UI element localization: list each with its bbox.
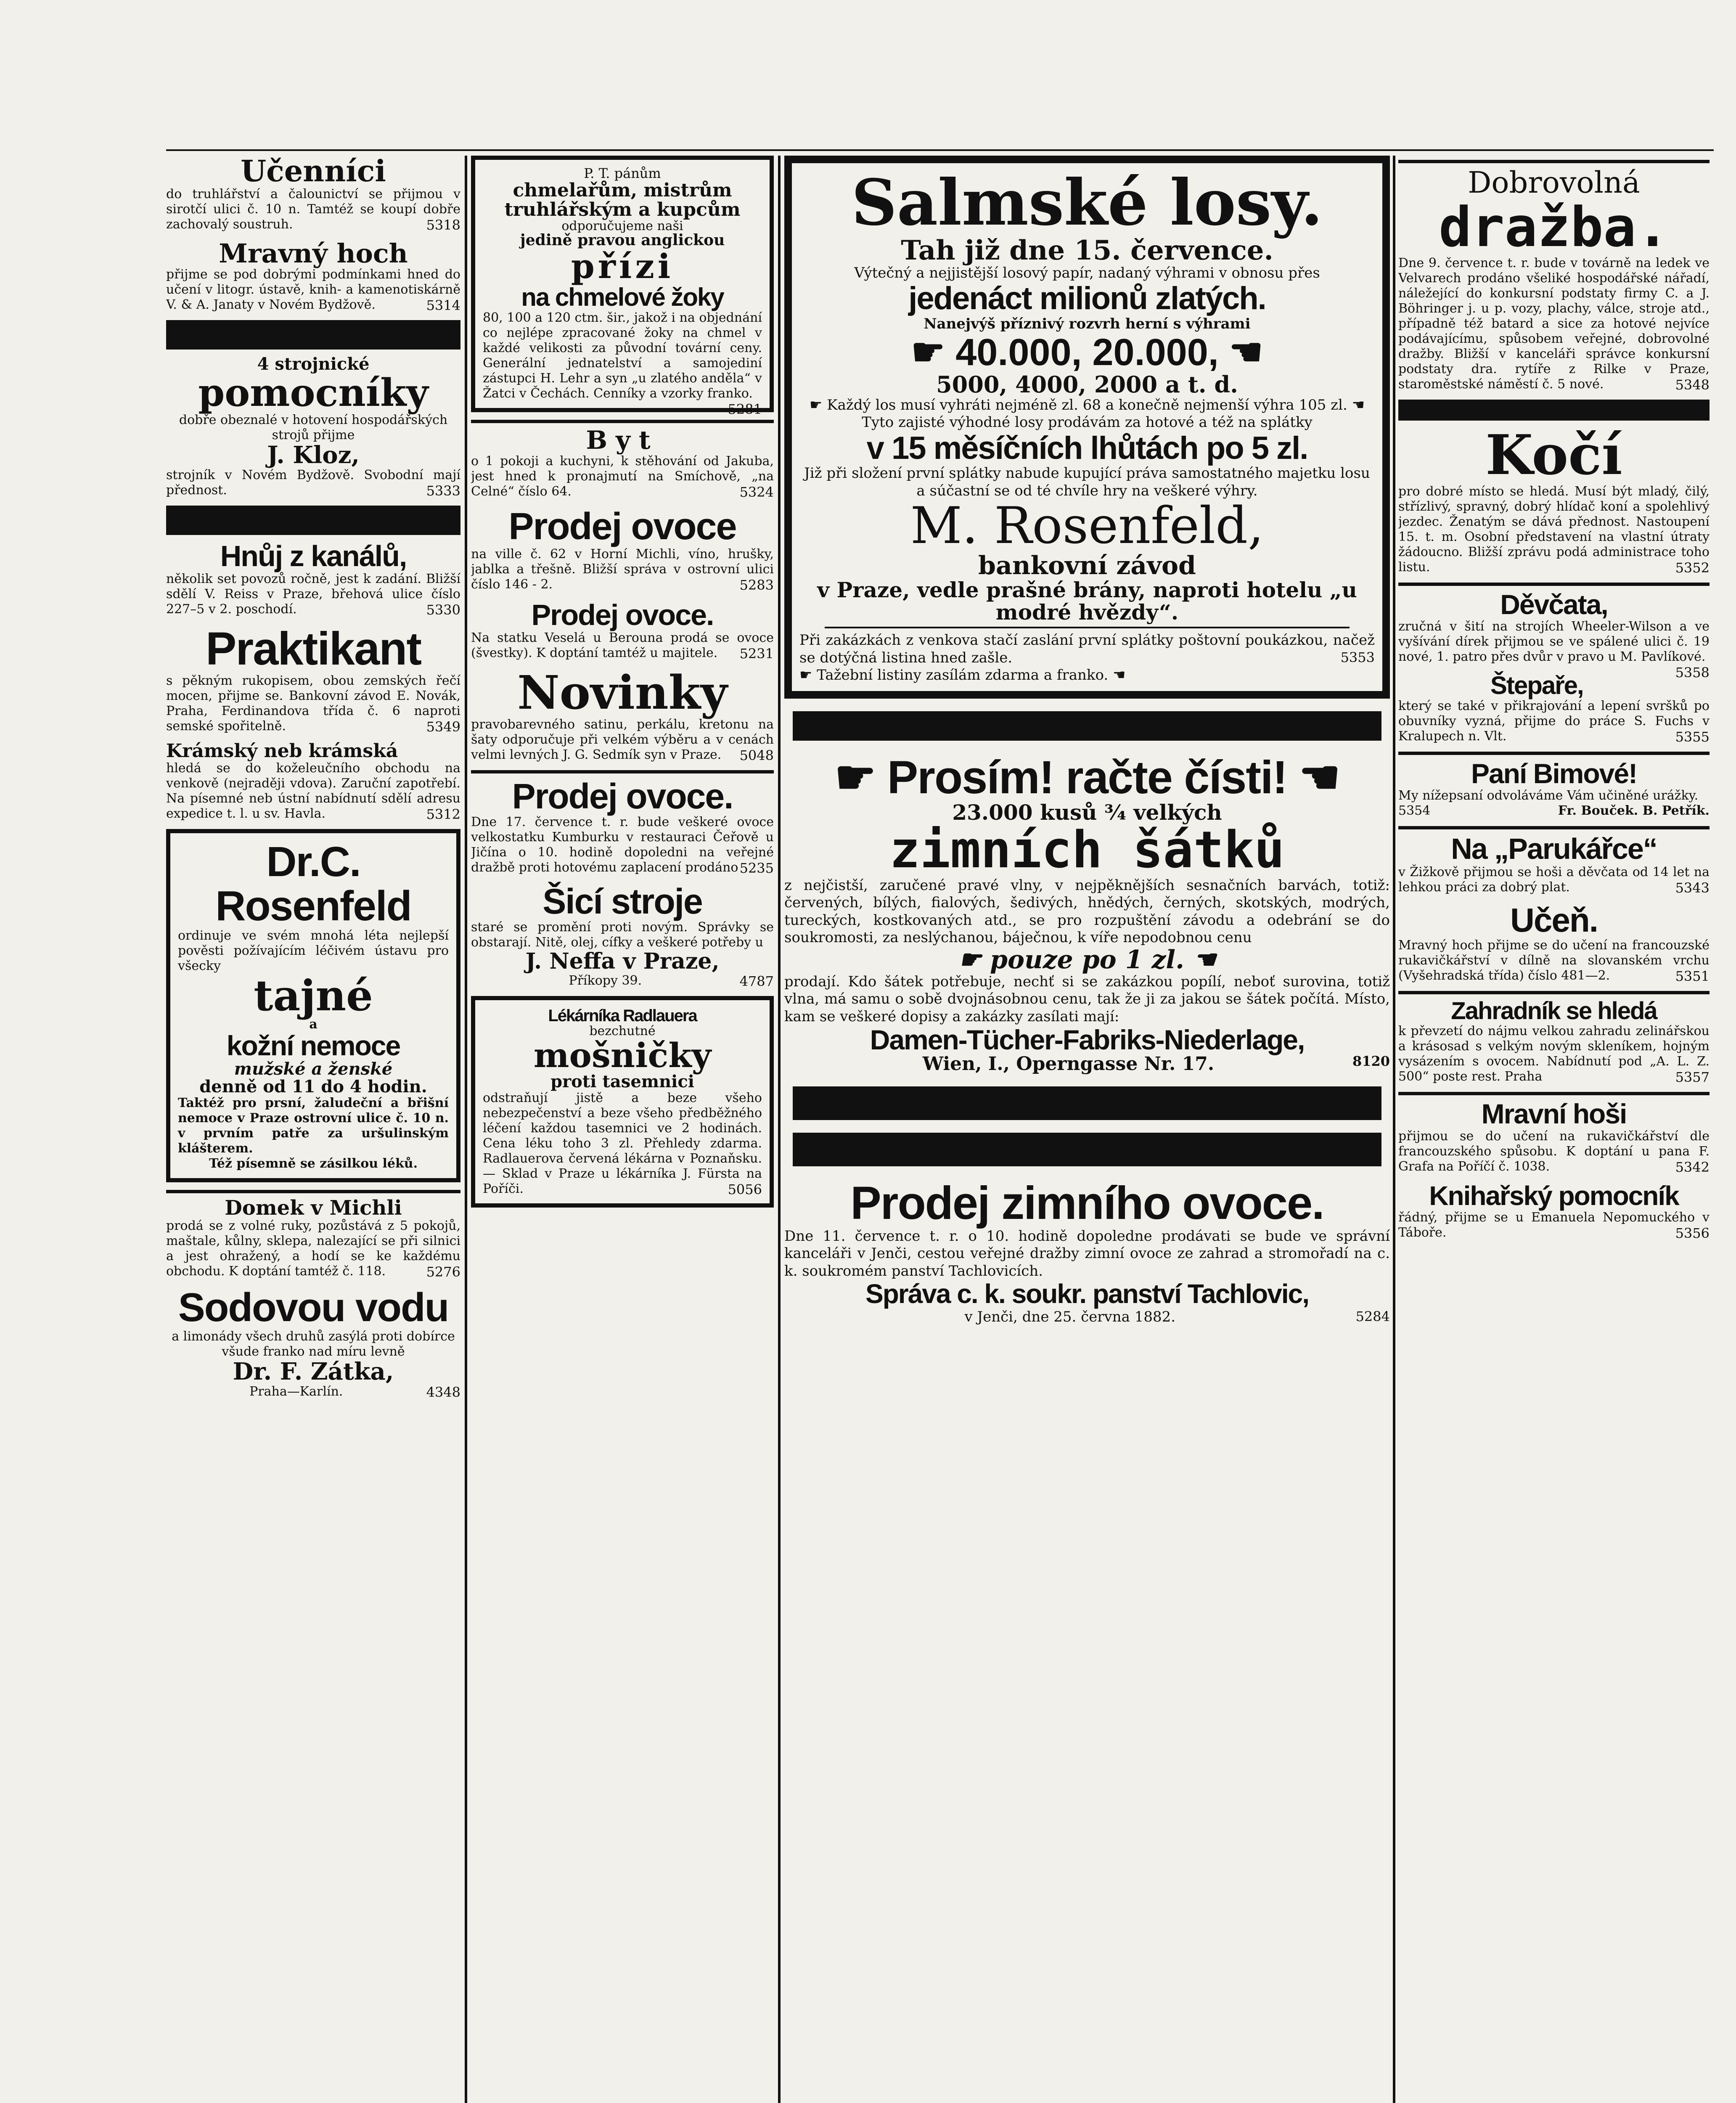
thin-divider [1398,752,1710,755]
ad-title: mošničky [533,1036,712,1075]
ad-prodej-ovoce-kumburk [471,770,774,875]
black-divider [1398,400,1710,421]
ad-line: truhlářským a kupcům [504,199,741,220]
thin-divider [1398,1092,1710,1095]
ad-devcata [1398,583,1710,681]
ad-number: 5355 [1675,728,1710,745]
ad-title: Prodej ovoce [508,506,736,548]
ad-text: Při zakázkách z venkova stačí zaslání první splátky poštovní poukázkou, načež se dotýčná listina hned zašle. 5353 [799,632,1375,666]
pointing-hand-icon: ☚ [1287,751,1340,803]
ad-title: pomocníky [198,370,429,415]
ad-company: bankovní závod [978,551,1196,581]
ad-title: Salmské losy. [851,166,1323,240]
ad-big-line: jedenáct milionů zlatých. [908,281,1266,317]
ad-title: na chmelové žoky [521,283,724,312]
ad-number: 5312 [426,806,460,823]
ad-firm: Damen-Tücher-Fabriks-Niederlage, [870,1024,1305,1055]
ad-number: 5231 [739,646,774,662]
ad-text: odstraňují jistě a beze všeho nebezpečenství a beze všeho předběžného léčení každou tasemnici ve 2 hodinách. Cena léku toho 3 zl. Přehledy zdarma. Radlauerova červená lékárna v Poznaňsku. — Sklad v Praze u lékárníka J. Fürsta na Poříči. 5056 [483,1091,762,1198]
column-4 [1398,156,1710,1248]
pointing-hand-icon: ☛ [799,667,817,684]
ad-title: Prodej ovoce. [531,598,714,631]
ad-sodova [166,1287,460,1399]
ad-number: 5358 [1675,664,1710,681]
ad-chmelari [471,156,774,418]
ad-text: My nížepsaní odvoláváme Vám učiněné urážky. [1398,788,1699,803]
pointing-hand-icon: ☚ [1184,945,1216,975]
ad-title: Šicí stroje [542,881,702,921]
ad-number: 5352 [1675,559,1710,576]
ad-price: ☛ pouze po 1 zl. ☚ [958,945,1216,975]
ad-number: 5281 [728,401,762,418]
ad-text: prodají. Kdo šátek potřebuje, nechť si se zakázkou popílí, neboť surovina, totiž vlna, má samu o sobě dvojnásobnou cenu, tak že ji za jakou se šátek počítá. Místo, kam se veškeré dopisy a zakázky zasílati mají: [784,973,1390,1025]
ad-text: o 1 pokoji a kuchyni, k stěhování od Jakuba, jest hned k pronajmutí na Smíchově, „na Celné“ číslo 64. 5324 [471,454,774,501]
ad-text: Mravný hoch přijme se do učení na francouzské rukavičkářství v dílně na slovanském vrchu (Vyšehradská třída) číslo 481—2. 5351 [1398,938,1710,984]
black-divider [793,1133,1381,1166]
ad-number: 5357 [1675,1069,1710,1086]
ad-big-word: dražba. [1439,195,1669,259]
ad-text: zručná v šití na strojích Wheeler-Wilson a ve vyšívání dírek přijmou se ve spálené ulici č. 19 nové, 1. patro přes dvůr v pravo u M. Pavlíkové. 5358 [1398,619,1710,681]
column-2 [471,156,774,1215]
ad-pani-bimove [1398,752,1710,818]
ad-text: k převzetí do nájmu velkou zahradu zelinářskou a krásosad s velkým novým skleníkem, hojným vysázením s ovocem. Nabídnutí pod „A. L. Z. 500“ poste rest. Praha 5357 [1398,1024,1710,1086]
ad-tail: strojník v Novém Bydžově. Svobodní mají přednost. 5333 [166,467,460,499]
ad-prodej-ovoce-vesela [471,600,774,661]
ad-title: Dobrovolná [1468,165,1640,200]
ad-number: 5276 [426,1264,460,1280]
ad-title: Učenníci [241,156,386,188]
ad-title: ☛ Prosím! račte čísti! ☚ [834,751,1340,803]
ad-number: 5348 [1675,377,1710,393]
ad-amounts2: 5000, 4000, 2000 a t. d. [936,371,1238,398]
ad-text: a limonády všech druhů zasýlá proti dobírce všude franko nad míru levně [172,1329,455,1359]
ad-title: Krámský neb krámská [166,740,398,762]
ad-title: Děvčata, [1500,588,1608,620]
column-1 [166,156,460,1407]
ornament-divider [825,627,1350,628]
black-divider [793,1086,1381,1120]
ad-conjunction: a [309,1017,318,1032]
ad-number: 5235 [739,860,774,876]
ad-zahradnik [1398,991,1710,1085]
ad-number: 5342 [1675,1159,1710,1175]
thin-divider [166,1190,460,1193]
ad-title: Knihařský pomocník [1429,1180,1679,1211]
thin-divider [1398,826,1710,829]
ad-name: J. Neffa v Praze, [525,948,720,975]
ad-number: 5353 [1340,649,1375,665]
ad-address: Wien, I., Operngasse Nr. 17. 8120 [922,1053,1390,1075]
ad-text: přijmou se do učení na rukavičkářství dle francouzského spůsobu. K doptání u pana F. Grafa na Poříčí č. 1038. 5342 [1398,1128,1710,1175]
ad-number: 5314 [426,297,460,313]
thin-divider [1398,583,1710,586]
ad-kramsky [166,742,460,821]
ad-number: 5349 [426,718,460,735]
pointing-hand-icon: ☛ [809,396,827,413]
ad-subtitle: Tah již dne 15. července. [901,234,1273,266]
ad-text2: Taktéž pro prsní, žaludeční a břišní nemoce v Praze ostrovní ulice č. 10 n. v prvním patře za uršulinským klášterem. [178,1095,449,1156]
ad-text: prodá se z volné ruky, pozůstává z 5 pokojů, maštale, kůlny, sklepa, nalezající se při silnici a jest ohražený, a hodí se ke každému obchodu. K doptání tamtéž č. 118. 5276 [166,1218,460,1280]
ad-quantity: 23.000 kusů ¾ velkých [952,800,1222,825]
ad-salmske-losy [784,156,1390,699]
ad-title: Zahradník se hledá [1451,997,1657,1025]
ad-big-word: tajné [254,971,373,1021]
column-3 [784,156,1390,1333]
thin-divider [1398,991,1710,994]
ad-date: v Jenči, dne 25. června 1882. 5284 [964,1308,1390,1325]
ad-amounts: ☛ 40.000, 20.000, ☚ [911,331,1263,374]
ad-title: Štepaře, [1490,671,1583,699]
ad-sici-stroje [471,883,774,988]
pointing-hand-icon: ☛ [958,945,990,975]
black-divider [166,320,460,350]
ad-title: Mravní hoši [1481,1098,1627,1130]
ad-rosenfeld-doctor [166,829,460,1182]
ad-text: hledá se do koželeučního obchodu na venkově (nejraději vdova). Zaruční zapotřebí. Na písemné neb ústní nabídnutí sdělí adresu expedice t. l. u sv. Havla. 5312 [166,761,460,823]
ad-title: Domek v Michli [225,1196,402,1220]
ad-street: Příkopy 39. 4787 [569,973,774,989]
ad-sign: Správa c. k. soukr. panství Tachlovic, [865,1279,1309,1309]
ad-zimni-satky [784,753,1390,1074]
ad-text: Nanejvýš příznivý rozvrh herní s výhrami [924,315,1251,332]
ad-title: Na „Parukářce“ [1451,832,1657,866]
ad-pomocniky [166,355,460,498]
ad-text: Dne 11. července t. r. o 10. hodině dopoledne prodávati se bude ve správní kanceláři v Jenči, cestou veřejné dražby zimní ovoce ze zahrad a stromořadí na c. k. soukromém panství Tachlovicích. [784,1227,1390,1279]
ad-name: J. Kloz, [267,441,360,469]
ad-number: 5343 [1675,879,1710,896]
ad-prodej-zimniho-ovoce [784,1179,1390,1326]
column-rule [778,156,781,2103]
ad-name: M. Rosenfeld, [910,497,1264,556]
ad-text: z nejčistší, zaručené pravé vlny, v nejpěknějších sesnačních barvách, totiž: červených, bílých, fialových, šedivých, hnědých, černých, skotských, modrých, tureckých, kostkovaných atd., se pro rozpuštění závodu a odebrání se do soukromosti, za neslýchanou, báječnou, k víře nepodobnou cenu [784,877,1390,946]
ad-text: v Žižkově přijmou se hoši a děvčata od 14 let na lehkou práci za dobrý plat. 5343 [1398,864,1710,896]
ad-text: který se také v přikrajování a lepení svršků po obuvníky vyzná, přijme do práce S. Fuchs v Kralupech n. Vlt. 5355 [1398,698,1710,745]
ad-hnuj [166,541,460,617]
ad-text: přijme se pod dobrými podmínkami hned do učení v litogr. ústavě, knih- a kamenotiskárně V. & A. Janaty v Novém Bydžově. 5314 [166,267,460,313]
ad-text: Dne 9. července t. r. bude v továrně na ledek ve Velvarech prodáno všeliké hospodářské nářadí, náležející do konkursní podstaty firmy C. a J. Böhringer j. u p. vozy, plachy, válce, stroje atd., případně též batard a sice za hotové nejvíce podávajícímu, spůsobem veřejné, dobrovolné dražby. Bližší v kanceláři správce konkursní podstaty dra. rytíře z Rilke v Praze, staroměstské náměstí č. 5 nové. 5348 [1398,256,1710,393]
ad-place: Praha—Karlín. 4348 [249,1384,460,1400]
ad-title: Novinky [517,665,728,720]
ad-title: Sodovou vodu [178,1285,449,1330]
ad-big-word: zimních šátků [889,821,1285,879]
ad-text: dobře obeznalé v hotovení hospodářských strojů přijme [179,413,448,443]
ad-knihar [1398,1182,1710,1240]
ad-text3: Též písemně se zásilkou léků. [209,1156,418,1171]
ad-ucen [1398,903,1710,983]
ad-text: Dne 17. července t. r. bude veškeré ovoce velkostatku Kumburku v restauraci Čeřově u Jičína o 10. hodině dopoledni na veřejné dražbě proti hotovému zaplacení prodáno 5235 [471,814,774,876]
ad-address: v Praze, vedle prašné brány, naproti hotelu „u modré hvězdy“. [817,577,1357,625]
pointing-hand-icon: ☚ [1229,331,1263,374]
ad-big-word: přízi [571,246,674,286]
ad-number: 5333 [426,482,460,499]
ad-line: odporučujeme naši [561,218,683,233]
ad-text: Výtečný a nejjistější losový papír, nadaný výhrami v obnosu přes [854,264,1320,281]
ad-line: P. T. pánům [584,165,661,181]
top-rule [166,149,1714,151]
ad-title: Kočí [1485,423,1622,487]
ad-text: do truhlářství a čalounictví se přijmou v sirotčí ulici č. 10 n. Tamtéž se koupí dobře zachovalý soustruh. 5318 [166,186,460,233]
black-divider [793,711,1381,741]
pointing-hand-icon: ☚ [1347,396,1365,413]
ad-number: 5284 [1355,1308,1390,1324]
ad-prodej-ovoce-michle [471,507,774,592]
ad-text: s pěkným rukopisem, obou zemských řečí mocen, přijme se. Bankovní závod E. Novák, Praha, Ferdinandova třída č. 6 naproti semské spořitelně. 5349 [166,673,460,735]
ad-title: Praktikant [206,623,421,675]
ad-signature: 5354 Fr. Bouček. B. Petřík. [1398,803,1710,818]
thin-divider [1398,160,1710,163]
ad-line: chmelařům, mistrům [513,179,732,201]
column-rule [1393,156,1395,2103]
ad-ucennici [166,156,460,232]
ad-sub: proti tasemnici [550,1072,694,1092]
ad-number: 4348 [426,1384,460,1400]
ad-mravny-hoch [166,240,460,313]
ad-number: 5324 [739,484,774,501]
ad-line: bezchutné [589,1023,656,1038]
ad-title: Byt [586,426,659,456]
ad-radlauer [471,996,774,1208]
ad-domek [166,1190,460,1279]
ad-title2: kožní nemoce [226,1030,400,1061]
ad-text: řádný, přijme se u Emanuela Nepomuckého v Táboře. 5356 [1398,1210,1710,1241]
ad-text: staré se promění proti novým. Správky se obstarají. Nitě, olej, cífky a veškeré potřeby u [471,920,774,950]
ad-text: pro dobré místo se hledá. Musí být mladý, čilý, střízlivý, spravný, dobrý hlídač koní a spolehlivý jezdec. Ženatým se dává přednost. Nastoupení 15. t. m. Osobní představení na vlastní útraty žádoucno. Bližší zprávu podá administrace toho listu. 5352 [1398,484,1710,576]
ad-text: 80, 100 a 120 ctm. šir., jakož i na objednání co nejlépe zpracované žoky na chmel v každé velikosti za původní tovární ceny. Generální jednatelství a samojediní zástupci H. Lehr a syn „u zlatého anděla“ v Žatci v Čechách. Cenníky a vzorky franko. 5281 [483,310,762,418]
thin-divider [471,420,774,423]
pointing-hand-icon: ☛ [911,331,945,374]
ad-number: 5351 [1675,968,1710,984]
ad-number: 5048 [739,747,774,763]
ad-text: ☛ Každý los musí vyhráti nejméně zl. 68 a konečně nejmenší výhra 105 zl. ☚ [809,396,1365,413]
ad-stepare [1398,672,1710,744]
ad-number: 5330 [426,602,460,618]
ad-big-line: v 15 měsíčních lhůtách po 5 zl. [866,430,1308,466]
ad-number: 5356 [1675,1225,1710,1241]
ad-hours: denně od 11 do 4 hodin. [199,1076,427,1097]
ad-text: Na statku Veselá u Berouna prodá se ovoce (švestky). K doptání tamtéž u majitele. 5231 [471,630,774,662]
ad-sub: mužské a ženské [234,1059,393,1079]
ad-mravni-hosi [1398,1092,1710,1174]
black-divider [166,506,460,535]
pointing-hand-icon: ☛ [834,751,887,803]
ad-koci [1398,423,1710,576]
ad-text: ☛ Tažební listiny zasílám zdarma a franko. ☚ [799,667,1126,684]
ad-number: 5283 [739,577,774,593]
ad-title: Prodej zimního ovoce. [850,1177,1324,1229]
ad-text: Tyto zajisté výhodné losy prodávám za hotové a též na splátky [862,414,1313,431]
ad-number: 4787 [739,973,774,989]
ad-text: pravobarevného satinu, perkálu, kretonu na šaty odporučuje při velkém výběru a v cenách velmi levných J. G. Sedmík syn v Praze. 5048 [471,717,774,763]
thin-divider [471,770,774,773]
ad-title: Paní Bimové! [1471,758,1637,789]
ad-text: na ville č. 62 v Horní Michli, víno, hrušky, jablka a třešně. Bližší správa v ostrovní ulici číslo 146 - 2. 5283 [471,546,774,593]
ad-text: Již při složení první splátky nabude kupující práva samostatného majetku losu a súčastní se od té chvíle hry na veškeré výhry. [804,465,1370,499]
ad-pretitle: 4 strojnické [257,354,370,374]
column-rule [465,156,467,2103]
ad-text: několik set povozů ročně, jest k zadání. Bližší sdělí V. Reiss v Praze, břehová ulice číslo 227–5 v 2. poschodí. 5330 [166,572,460,618]
ad-title: Prodej ovoce. [512,776,733,816]
ad-title: Hnůj z kanálů, [220,539,407,572]
ad-line: jedině pravou anglickou [520,231,725,249]
ad-number: 5056 [728,1181,762,1198]
ad-parukarce [1398,826,1710,895]
ad-name: Dr. F. Zátka, [233,1358,394,1386]
ad-title: Dr.C. Rosenfeld [215,838,411,930]
pointing-hand-icon: ☚ [1108,667,1126,684]
ad-byt [471,420,774,499]
ad-line: Lékárníka Radlauera [548,1006,697,1025]
ad-text: ordinuje ve svém mnohá léta nejlepší pověsti požívajícím léčivém ústavu pro všecky [178,928,449,974]
ad-drazba [1398,160,1710,392]
ad-number: 5318 [426,217,460,233]
ad-title: Mravný hoch [219,238,408,269]
ad-novinky [471,665,774,763]
ad-title: Učeň. [1510,901,1598,939]
ad-praktikant [166,625,460,734]
ad-number: 8120 [1352,1053,1390,1070]
